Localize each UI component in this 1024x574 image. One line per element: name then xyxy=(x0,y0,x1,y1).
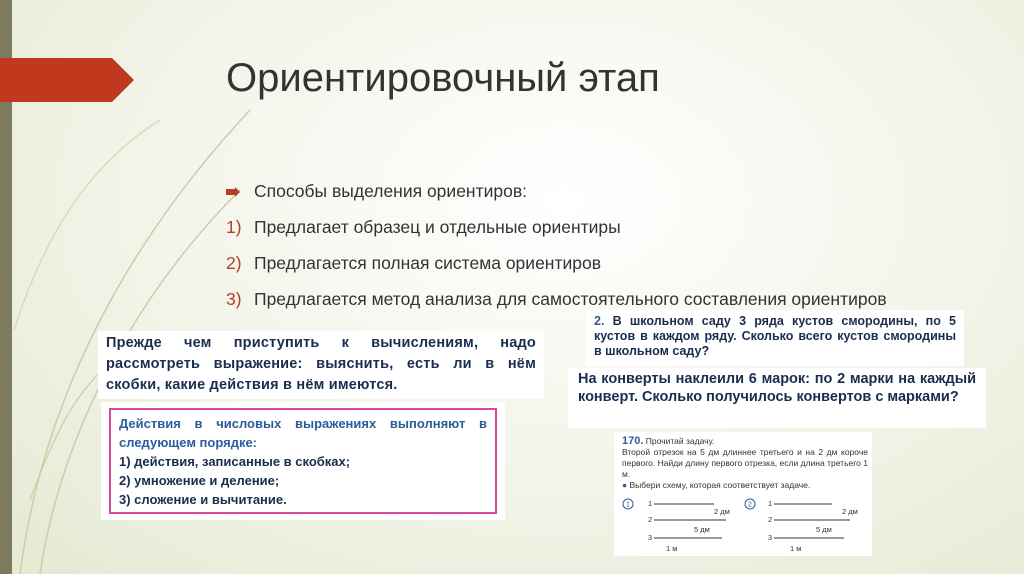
row-3-label: 3 xyxy=(768,533,773,542)
row-1-label: 1 xyxy=(768,499,773,508)
list-item-text: Предлагается метод анализа для самостоятельного составления ориентиров xyxy=(254,289,887,309)
list-number: 2) xyxy=(226,253,242,273)
order-rule-frame xyxy=(109,408,497,514)
task-text: В школьном саду 3 ряда кустов смородины, по 5 кустов в каждом ряду. Сколько всего кустов смородины в школьном саду? xyxy=(594,314,956,358)
list-item-text: Предлагает образец и отдельные ориентиры xyxy=(254,217,621,237)
label-2dm: 2 дм xyxy=(714,507,730,516)
row-1-label: 1 xyxy=(648,499,653,508)
arrow-bullet-icon xyxy=(226,180,254,202)
task-excerpt-envelopes xyxy=(568,368,986,428)
textbook-rule-excerpt xyxy=(98,331,544,399)
bullet-list xyxy=(226,180,926,324)
task-number: 170. xyxy=(622,435,644,447)
row-3-label: 3 xyxy=(648,533,653,542)
task-excerpt-170 xyxy=(614,432,872,556)
list-item xyxy=(226,216,926,238)
task-excerpt-garden xyxy=(586,310,964,366)
list-item xyxy=(226,288,926,310)
task-text: На конверты наклеили 6 марок: по 2 марки на каждый конверт. Сколько получилось конвертов с марками? xyxy=(578,371,976,405)
label-1m: 1 м xyxy=(666,544,678,553)
list-item-text: Предлагается полная система ориентиров xyxy=(254,253,602,273)
task-text: Второй отрезок на 5 дм длиннее третьего и на 2 дм короче первого. Найди длину первого отрезка, если длина третьего 1 м. xyxy=(622,447,868,479)
task-number: 2. xyxy=(594,314,605,328)
excerpt-text: Прежде чем приступить к вычислениям, надо рассмотреть выражение: выяснить, есть ли в нём скобки, какие действия в нём имеются. xyxy=(106,335,536,393)
list-number: 1) xyxy=(226,217,242,237)
task-prompt: Выбери схему, которая соответствует задаче. xyxy=(629,480,811,490)
row-2-label: 2 xyxy=(648,515,653,524)
order-rule-step: 1) действия, записанные в скобках; xyxy=(119,454,351,469)
label-2dm: 2 дм xyxy=(842,507,858,516)
list-number: 3) xyxy=(226,289,242,309)
option-2-label: 2 xyxy=(748,501,752,509)
order-rule-step: 3) сложение и вычитание. xyxy=(119,492,287,507)
label-5dm: 5 дм xyxy=(694,525,710,534)
row-2-label: 2 xyxy=(768,515,773,524)
option-1-label: 1 xyxy=(626,501,630,509)
bullet-dot-icon: ● xyxy=(622,480,628,490)
list-item xyxy=(226,180,926,202)
order-of-operations-excerpt xyxy=(101,402,505,520)
order-rule-step: 2) умножение и деление; xyxy=(119,473,280,488)
task-head: Прочитай задачу. xyxy=(645,436,715,446)
title-arrow-shape xyxy=(0,58,134,102)
segment-schemes-diagram xyxy=(622,496,870,554)
slide-title: Ориентировочный этап xyxy=(226,56,660,100)
list-item-text: Способы выделения ориентиров: xyxy=(254,181,528,201)
label-5dm: 5 дм xyxy=(816,525,832,534)
label-1m: 1 м xyxy=(790,544,802,553)
list-item xyxy=(226,252,926,274)
order-rule-intro: Действия в числовых выражениях выполняют в следующем порядке: xyxy=(119,416,487,450)
